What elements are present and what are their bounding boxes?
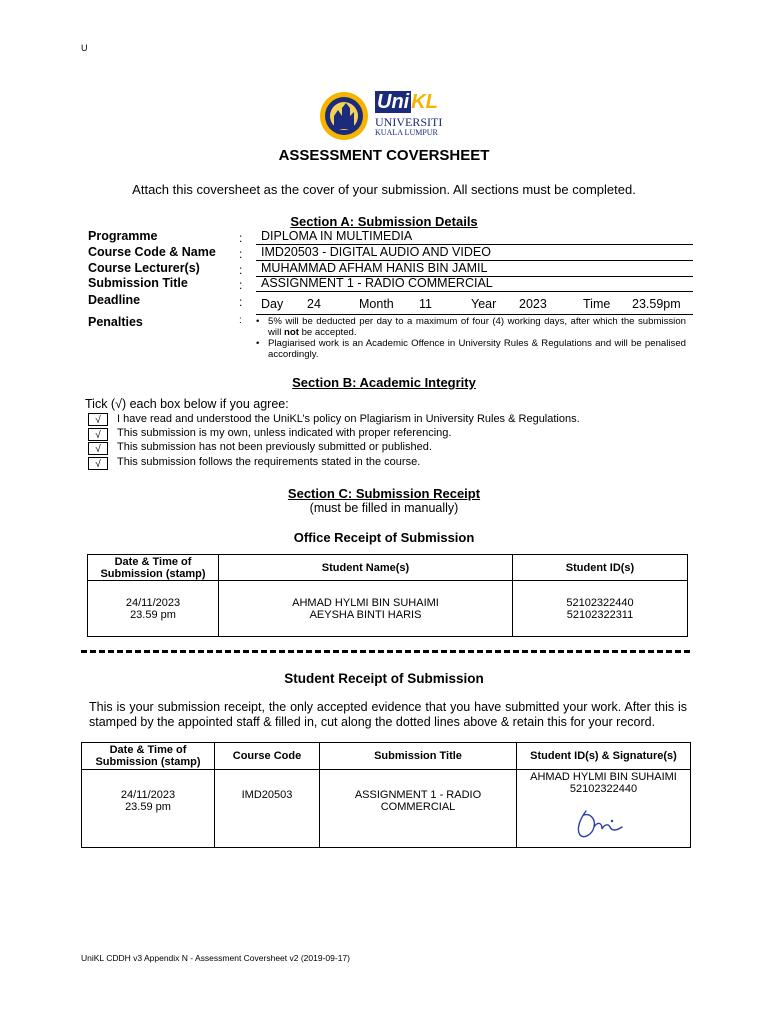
section-b-heading: Section B: Academic Integrity [292,375,476,390]
agree-checkbox[interactable]: √ [88,442,108,455]
deadline-month-label: Month [359,297,394,311]
submission-title-line: ASSIGNMENT 1 - RADIO [354,788,482,801]
submission-title-value: ASSIGNMENT 1 - RADIO COMMERCIAL [256,276,693,292]
logo-brand-uni: Uni [377,91,410,113]
footer-text: UniKL CDDH v3 Appendix N - Assessment Coversheet v2 (2019-09-17) [81,953,350,963]
deadline-time: 23.59pm [632,297,681,311]
corner-mark: U [81,43,88,53]
agree-checkbox[interactable]: √ [88,413,108,426]
programme-value: DIPLOMA IN MULTIMEDIA [256,229,693,245]
cut-line [81,650,690,653]
logo-line-2: KUALA LUMPUR [375,128,438,137]
deadline-year-label: Year [471,297,497,311]
section-a-heading: Section A: Submission Details [290,214,478,229]
deadline-month: 11 [419,297,432,311]
unikl-logo [318,86,450,146]
header-student-signature: Student ID(s) & Signature(s) [517,743,691,770]
lecturer-value: MUHAMMAD AFHAM HANIS BIN JAMIL [256,261,693,277]
colon: : [239,295,243,309]
colon: : [239,231,243,245]
student-name: AHMAD HYLMI BIN SUHAIMI [530,771,677,783]
tick-instruction: Tick (√) each box below if you agree: [85,397,289,411]
lecturer-label: Course Lecturer(s) [88,261,200,275]
deadline-label: Deadline [88,293,141,307]
header-date-time: Date & Time of Submission (stamp) [82,743,215,770]
deadline-day-label: Day [261,297,284,311]
colon: : [239,247,243,261]
agree-checkbox[interactable]: √ [88,457,108,470]
course-label: Course Code & Name [88,245,216,259]
section-c-heading: Section C: Submission Receipt [287,486,481,501]
course-code-cell: IMD20503 [215,770,320,848]
penalty-item-1: • 5% will be deducted per day to a maximum of four (4) working days, after which the submission will not be accepted. [256,316,686,338]
header-student-names: Student Name(s) [219,555,513,581]
section-c-note: (must be filled in manually) [309,501,459,515]
student-id: 52102322311 [566,608,634,621]
student-id: 52102322440 [566,596,634,609]
deadline-row [256,296,693,315]
agree-checkbox[interactable]: √ [88,428,108,441]
submission-date: 24/11/2023 [120,788,176,801]
submission-time: 23.59 pm [125,800,171,813]
submission-date: 24/11/2023 [125,596,181,609]
header-course-code: Course Code [215,743,320,770]
colon: : [239,263,243,277]
logo-brand-kl: KL [411,91,438,113]
colon: : [239,315,242,326]
submission-time: 23.59 pm [130,608,176,621]
student-name: AHMAD HYLMI BIN SUHAIMI [292,596,439,609]
integrity-statement: This submission has not been previously submitted or published. [117,441,432,453]
deadline-day: 24 [307,297,321,311]
header-student-ids: Student ID(s) [513,555,688,581]
bullet-icon: • [256,316,260,327]
date-time-cell [88,581,219,637]
student-receipt-heading: Student Receipt of Submission [284,671,484,686]
deadline-time-label: Time [583,297,611,311]
programme-label: Programme [88,229,158,243]
penalty-item-2: • Plagiarised work is an Academic Offence in University Rules & Regulations and will be penalised accordingly. [256,338,686,360]
course-value: IMD20503 - DIGITAL AUDIO AND VIDEO [256,245,693,261]
signature-icon [572,805,632,841]
office-receipt-table [87,554,688,637]
header-submission-title: Submission Title [320,743,517,770]
student-id: 52102322440 [569,783,638,795]
student-receipt-paragraph: This is your submission receipt, the only accepted evidence that you have submitted your work. After this is stamped by the appointed staff & filled in, cut along the dotted lines above & retain this for your record. [89,700,687,729]
submission-title-label: Submission Title [88,276,188,290]
date-time-cell [82,770,215,848]
submission-title-line: COMMERCIAL [380,800,456,813]
student-ids-cell [513,581,688,637]
intro-text: Attach this coversheet as the cover of your submission. All sections must be completed. [132,182,636,197]
header-date-time: Date & Time of Submission (stamp) [88,555,219,581]
student-names-cell [219,581,513,637]
integrity-statement: This submission follows the requirements stated in the course. [117,456,421,468]
integrity-statement: This submission is my own, unless indicated with proper referencing. [117,427,452,439]
colon: : [239,278,243,292]
student-name: AEYSHA BINTI HARIS [309,608,422,621]
bullet-icon: • [256,338,260,349]
submission-title-cell [320,770,517,848]
logo-line-1: UNIVERSITI [375,115,443,129]
deadline-year: 2023 [519,297,547,311]
penalties-label: Penalties [88,315,143,329]
office-receipt-heading: Office Receipt of Submission [293,530,475,545]
page-title: ASSESSMENT COVERSHEET [278,147,490,164]
integrity-statement: I have read and understood the UniKL’s policy on Plagiarism in University Rules & Regulations. [117,413,580,425]
